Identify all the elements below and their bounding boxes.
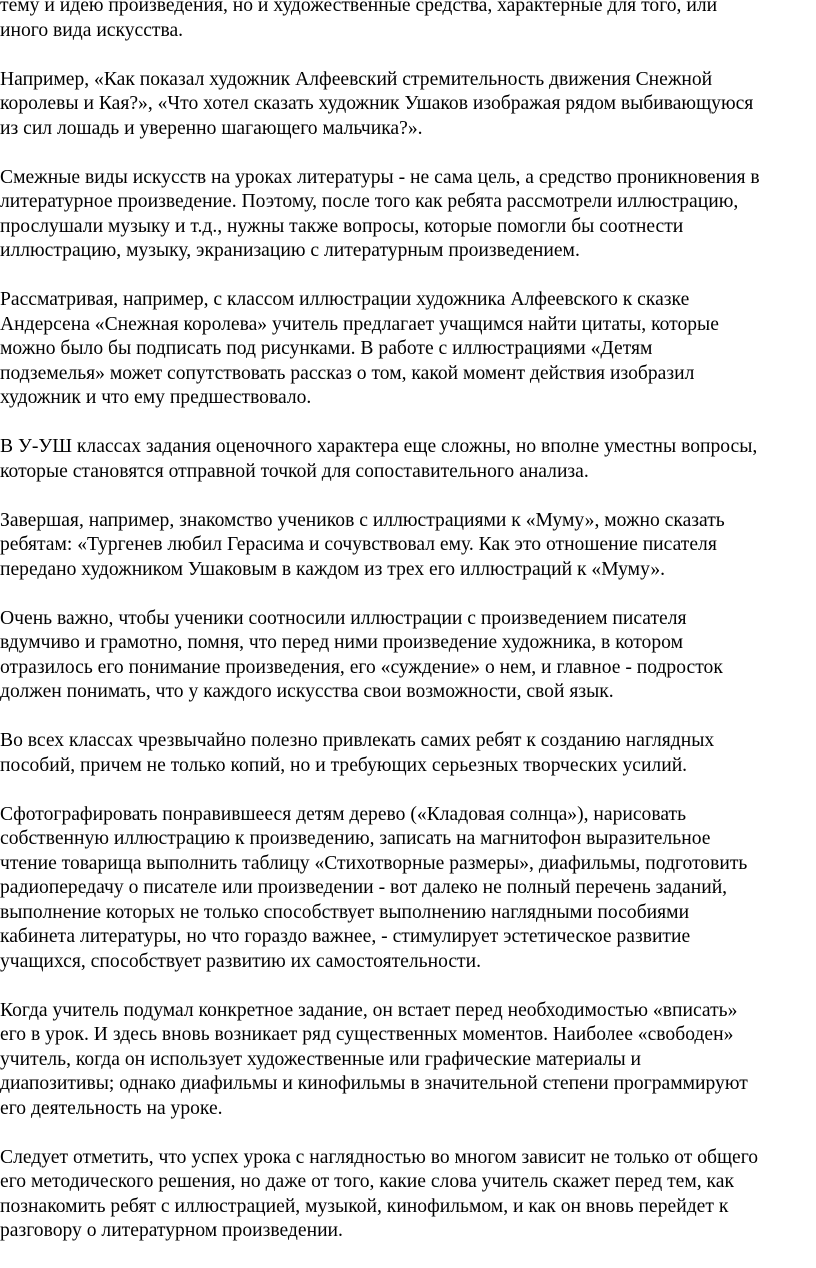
paragraph-10: Когда учитель подумал конкретное задание, он встает перед необходимостью «вписать» его в урок. И здесь вновь возникает ряд существенных моментов. Наиболее «свободен» учитель, когда он использует художественные или графические материалы и диапозитивы; однако диафильмы и кинофильмы в значительной степени программируют его деятельность на уроке.	[0, 999, 748, 1119]
paragraph-4: Рассматривая, например, с классом иллюстрации художника Алфеевского к сказке Андерсена «Снежная королева» учитель предлагает учащимся найти цитаты, которые можно было бы подписать под рисунками. В работе с иллюстрациями «Детям подземелья» может сопутствовать рассказ о том, какой момент действия изобразил художник и что ему предшествовало.	[0, 289, 719, 408]
paragraph-1: тему и идею произведения, но и художественные средства, характерные для того, или иного вида искусства.	[0, 0, 718, 41]
paragraph-11: Следует отметить, что успех урока с наглядностью во многом зависит не только от общего его методического решения, но даже от того, какие слова учитель скажет перед тем, как познакомить ребят с иллюстрацией, музыкой, кинофильмом, и как он вновь перейдет к разговору о литературном произведении.	[0, 1146, 759, 1241]
paragraph-8: Во всех классах чрезвычайно полезно привлекать самих ребят к созданию наглядных пособий, причем не только копий, но и требующих серьезных творческих усилий.	[0, 730, 715, 776]
paragraph-3: Смежные виды искусств на уроках литературы - не сама цель, а средство проникновения в литературное произведение. Поэтому, после того как ребята рассмотрели иллюстрацию, прослушали музыку и т.д., нужны также вопросы, которые помогли бы соотнести иллюстрацию, музыку, экранизацию с литературным произведением.	[0, 166, 760, 261]
paragraph-7: Очень важно, чтобы ученики соотносили иллюстрации с произведением писателя вдумчиво и грамотно, помня, что перед ними произведение художника, в котором отразилось его понимание произведения, его «суждение» о нем, и главное - подросток должен понимать, что у каждого искусства свои возможности, свой язык.	[0, 607, 723, 702]
paragraph-2: Например, «Как показал художник Алфеевский стремительность движения Снежной королевы и Кая?», «Что хотел сказать художник Ушаков изображая рядом выбивающуюся из сил лошадь и уверенно шагающего мальчика?».	[0, 68, 754, 139]
paragraph-5: В У-УШ классах задания оценочного характера еще сложны, но вполне уместны вопросы, которые становятся отправной точкой для сопоставительного анализа.	[0, 436, 758, 482]
paragraph-6: Завершая, например, знакомство учеников с иллюстрациями к «Муму», можно сказать ребятам: «Тургенев любил Герасима и сочувствовал ему. Как это отношение писателя передано художником Ушаковым в каждом из трех его иллюстраций к «Муму».	[0, 509, 725, 580]
paragraph-9: Сфотографировать понравившееся детям дерево («Кладовая солнца»), нарисовать собственную иллюстрацию к произведению, записать на магнитофон выразительное чтение товарища выполнить таблицу «Стихотворные размеры», диафильмы, подготовить радиопередачу о писателе или произведении - вот далеко не полный перечень заданий, выполнение которых не только способствует выполнению наглядными пособиями кабинета литературы, но что гораздо важнее, - стимулирует эстетическое развитие учащихся, способствует развитию их самостоятельности.	[0, 803, 748, 972]
